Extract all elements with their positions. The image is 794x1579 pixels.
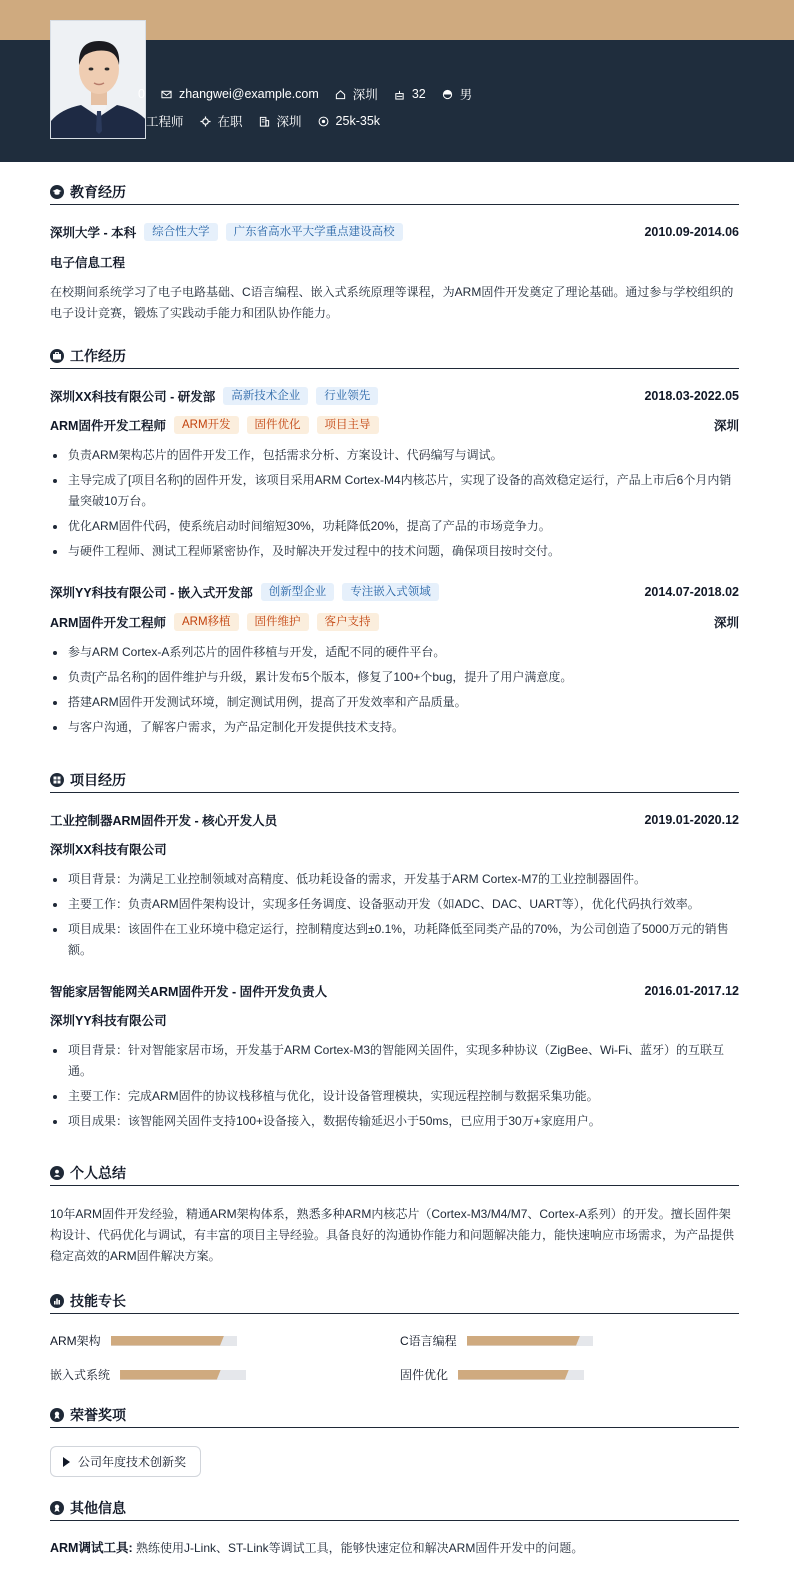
job-date: 2018.03-2022.05 [644,389,739,403]
gender-item [442,85,473,103]
skill-name: 嵌入式系统 [50,1368,111,1382]
awards-section-title [50,1402,739,1428]
summary-text: 10年ARM固件开发经验，精通ARM架构体系，熟悉多种ARM内核芯片（Cortex-M3/M4/M7、Cortex-A系列）的开发。擅长固件架构设计、代码优化与调试，有丰富的项目主导经验。具备良好的沟通协作能力和问题解决能力，能快速响应市场需求，为产品提供稳定高效的ARM固件解决方案。 [50,1207,735,1263]
section-heading: 其他信息 [70,1499,126,1516]
skill-name: ARM架构 [50,1334,101,1348]
age-icon [394,89,405,100]
job-role-row [50,415,739,435]
role-tag: ARM开发 [174,416,239,434]
list-item: 与客户沟通，了解客户需求，为产品定制化开发提供技术支持。 [50,717,739,738]
role-tag: 项目主导 [317,416,379,434]
job-role-row [50,612,739,632]
award-label: 公司年度技术创新奖 [78,1455,187,1469]
list-item: 项目背景：针对智能家居市场，开发基于ARM Cortex-M3的智能网关固件，实现多种协议（ZigBee、Wi-Fi、蓝牙）的互联互通。 [50,1040,739,1082]
role-tag: 客户支持 [317,613,379,631]
skill-item [50,1332,237,1349]
role-tag: 固件维护 [247,613,309,631]
list-item: 项目背景：为满足工业控制领域对高精度、低功耗设备的需求，开发基于ARM Cortex-M7的工业控制器固件。 [50,869,739,890]
city-item [335,85,378,103]
skill-bar-fill [120,1370,221,1380]
school-name: 深圳大学 - 本科 [50,226,137,240]
skill-item [400,1366,584,1383]
skill-item [400,1332,593,1349]
award-item[interactable] [50,1446,201,1477]
salary-value: 25k-35k [335,114,381,128]
other-section-title [50,1495,739,1521]
education-major-row [50,252,739,272]
school-tag: 综合性大学 [144,223,218,241]
work-city-item [259,112,302,130]
major-name: 电子信息工程 [50,256,126,270]
list-item: 项目成果：该固件在工业环境中稳定运行，控制精度达到±0.1%，功耗降低至同类产品的70%，为公司创造了5000万元的销售额。 [50,919,739,961]
project-company-row [50,839,739,859]
salary-icon [318,116,329,127]
company-tag: 行业领先 [316,387,378,405]
section-heading: 工作经历 [70,347,126,364]
list-item: 负责ARM架构芯片的固件开发工作，包括需求分析、方案设计、代码编写与调试。 [50,445,739,466]
company-name: 深圳YY科技有限公司 - 嵌入式开发部 [50,586,253,600]
list-item: 负责[产品名称]的固件维护与升级，累计发布5个版本，修复了100+个bug，提升了用户满意度。 [50,667,739,688]
email-item [161,87,319,101]
job-role: ARM固件开发工程师 [50,419,166,433]
project-name: 智能家居智能网关ARM固件开发 - 固件开发负责人 [50,985,328,999]
education-section-title [50,179,739,205]
other-info-line [50,1538,739,1559]
job-intent-line [50,112,396,130]
age-value: 32 [411,87,426,101]
list-item: 主导完成了[项目名称]的固件开发，该项目采用ARM Cortex-M4内核芯片，实现了设备的高效稳定运行，产品上市后6个月内销量突破10万台。 [50,470,739,512]
project-company: 深圳YY科技有限公司 [50,1014,167,1028]
job-duties-list [50,445,739,566]
list-item: 与硬件工程师、测试工程师紧密协作，及时解决开发过程中的技术问题，确保项目按时交付。 [50,541,739,562]
job-date: 2014.07-2018.02 [644,585,739,599]
project-name-row [50,981,739,1001]
role-tag: 固件优化 [247,416,309,434]
role-tag: ARM移植 [174,613,239,631]
building-icon [259,116,270,127]
skill-name: C语言编程 [400,1334,457,1348]
project-company-row [50,1010,739,1030]
skill-bar [467,1336,593,1346]
education-description: 在校期间系统学习了电子电路基础、C语言编程、嵌入式系统原理等课程，为ARM固件开发奠定了理论基础。通过参与学校组织的电子设计竞赛，锻炼了实践动手能力和团队协作能力。 [50,285,734,320]
age-item [394,87,426,101]
section-heading: 个人总结 [70,1164,126,1181]
summary-section-title [50,1160,739,1186]
other-info-text: 熟练使用J-Link、ST-Link等调试工具，能够快速定位和解决ARM固件开发中的问题。 [135,1541,584,1555]
skill-name: 固件优化 [400,1368,449,1382]
status-value: 在职 [217,115,243,129]
job-location: 深圳 [713,616,739,630]
position-item [146,112,184,130]
job-role: ARM固件开发工程师 [50,616,166,630]
other-info-label: ARM调试工具: [50,1541,133,1555]
project-details-list [50,1040,739,1136]
position-value: 工程师 [146,115,184,129]
skill-bar-fill [467,1336,580,1346]
section-heading: 技能专长 [70,1292,126,1309]
skills-section-title [50,1288,739,1314]
project-details-list [50,869,739,965]
section-heading: 项目经历 [70,771,126,788]
status-item [200,112,243,130]
project-date: 2016.01-2017.12 [644,984,739,998]
job-duties-list [50,642,739,742]
caret-right-icon [63,1457,70,1467]
skill-bar [458,1370,584,1380]
skill-item [50,1366,246,1383]
skill-bar-fill [458,1370,569,1380]
project-date: 2019.01-2020.12 [644,813,739,827]
contact-line [50,85,488,103]
school-tag: 广东省高水平大学重点建设高校 [226,223,403,241]
list-item: 搭建ARM固件开发测试环境，制定测试用例，提高了开发效率和产品质量。 [50,692,739,713]
list-item: 主要工作：负责ARM固件架构设计，实现多任务调度、设备驱动开发（如ADC、DAC、UART等），优化代码执行效率。 [50,894,739,915]
project-company: 深圳XX科技有限公司 [50,843,167,857]
home-icon [335,89,346,100]
mail-icon [161,89,172,100]
projects-section-title [50,767,739,793]
email-value: zhangwei@example.com [178,87,319,101]
gender-icon [442,89,453,100]
section-heading: 荣誉奖项 [70,1406,126,1423]
education-date: 2010.09-2014.06 [644,225,739,239]
award-icon [50,1408,64,1422]
bar-chart-icon [50,1294,64,1308]
section-heading: 教育经历 [70,183,126,200]
gender-value: 男 [459,88,473,102]
city-value: 深圳 [352,88,378,102]
status-icon [200,116,211,127]
grid-icon [50,773,64,787]
work-section-title [50,343,739,369]
salary-item [318,114,380,128]
job-company-row [50,386,739,406]
job-company-row [50,582,739,602]
list-item: 项目成果：该智能网关固件支持100+设备接入，数据传输延迟小于50ms，已应用于30万+家庭用户。 [50,1111,739,1132]
list-item: 优化ARM固件代码，使系统启动时间缩短30%，功耗降低20%，提高了产品的市场竞争力。 [50,516,739,537]
project-name: 工业控制器ARM固件开发 - 核心开发人员 [50,814,278,828]
work-city-value: 深圳 [276,115,302,129]
list-item: 参与ARM Cortex-A系列芯片的固件移植与开发，适配不同的硬件平台。 [50,642,739,663]
user-icon [50,1166,64,1180]
company-tag: 创新型企业 [261,583,335,601]
project-name-row [50,810,739,830]
phone-value: 0 [138,87,145,101]
skill-bar-fill [111,1336,224,1346]
company-name: 深圳XX科技有限公司 - 研发部 [50,390,216,404]
skill-bar [120,1370,246,1380]
briefcase-icon [50,349,64,363]
job-location: 深圳 [713,419,739,433]
list-item: 主要工作：完成ARM固件的协议栈移植与优化，设计设备管理模块，实现远程控制与数据采集功能。 [50,1086,739,1107]
education-school-row [50,222,739,242]
company-tag: 高新技术企业 [223,387,308,405]
phone-item [138,87,145,101]
skill-bar [111,1336,237,1346]
graduation-cap-icon [50,185,64,199]
info-icon [50,1501,64,1515]
company-tag: 专注嵌入式领域 [342,583,439,601]
